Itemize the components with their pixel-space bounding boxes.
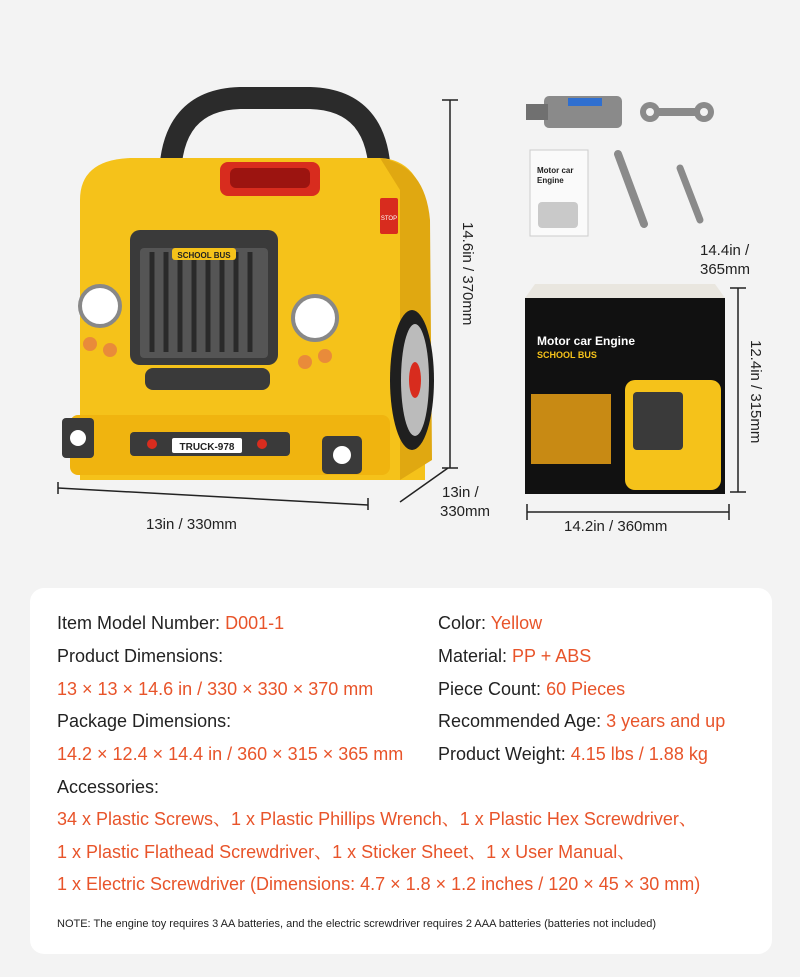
spec-card	[30, 588, 772, 954]
wrench-icon	[638, 98, 718, 128]
school-bus-badge: SCHOOL BUS	[177, 251, 231, 260]
product-dim-label: Product Dimensions:	[57, 646, 224, 666]
box-height-arrow	[728, 286, 748, 496]
manual-title-2: Engine	[537, 176, 564, 185]
manual-title-1: Motor car	[537, 166, 574, 175]
material-label: Material:	[438, 646, 508, 666]
accessories-line-2: 1 x Plastic Flathead Screwdriver、1 x Sticker Sheet、1 x User Manual、	[57, 842, 636, 862]
toy-truck-image	[40, 80, 480, 500]
weight-label: Product Weight:	[438, 744, 566, 764]
box-depth-label-1: 14.4in /	[700, 242, 750, 259]
box-width-label: 14.2in / 360mm	[564, 518, 668, 535]
accessories-label: Accessories:	[57, 777, 160, 797]
box-subtitle: SCHOOL BUS	[537, 350, 597, 360]
electric-screwdriver-icon	[524, 92, 624, 132]
toy-depth-label-2: 330mm	[440, 503, 491, 520]
material-value: PP + ABS	[512, 646, 592, 666]
toy-width-arrow	[56, 480, 376, 510]
accessories-line-1: 34 x Plastic Screws、1 x Plastic Phillips Wrench、1 x Plastic Hex Screwdriver、	[57, 809, 697, 829]
package-box-image	[525, 284, 730, 499]
weight-value: 4.15 lbs / 1.88 kg	[570, 744, 708, 764]
piece-label: Piece Count:	[438, 679, 542, 699]
age-value: 3 years and up	[606, 711, 726, 731]
model-value: D001-1	[225, 613, 285, 633]
color-label: Color:	[438, 613, 487, 633]
user-manual-icon	[530, 150, 588, 236]
package-dim-value: 14.2 × 12.4 × 14.4 in / 360 × 315 × 365 mm	[57, 744, 404, 764]
stop-sign-label: STOP	[380, 216, 398, 222]
hex-screwdriver-icon	[612, 150, 652, 230]
piece-value: 60 Pieces	[546, 679, 626, 699]
box-depth-label-2: 365mm	[700, 261, 751, 278]
box-height-label: 12.4in / 315mm	[747, 340, 764, 444]
box-title: Motor car Engine	[537, 334, 636, 348]
toy-width-label: 13in / 330mm	[146, 516, 237, 533]
flathead-screwdriver-icon	[676, 164, 706, 224]
toy-depth-label-1: 13in /	[442, 484, 479, 501]
battery-note: NOTE: The engine toy requires 3 AA batteries, and the electric screwdriver requires 2 AAA batteries (batteries not included)	[57, 918, 656, 930]
color-value: Yellow	[490, 613, 543, 633]
license-plate: TRUCK-978	[179, 442, 235, 453]
toy-height-label: 14.6in / 370mm	[459, 222, 476, 326]
age-label: Recommended Age:	[438, 711, 602, 731]
model-label: Item Model Number:	[57, 613, 221, 633]
package-dim-label: Package Dimensions:	[57, 711, 232, 731]
accessories-line-3: 1 x Electric Screwdriver (Dimensions: 4.7 × 1.8 × 1.2 inches / 120 × 45 × 30 mm)	[57, 874, 701, 894]
product-dim-value: 13 × 13 × 14.6 in / 330 × 330 × 370 mm	[57, 679, 374, 699]
toy-height-arrow	[440, 98, 460, 478]
